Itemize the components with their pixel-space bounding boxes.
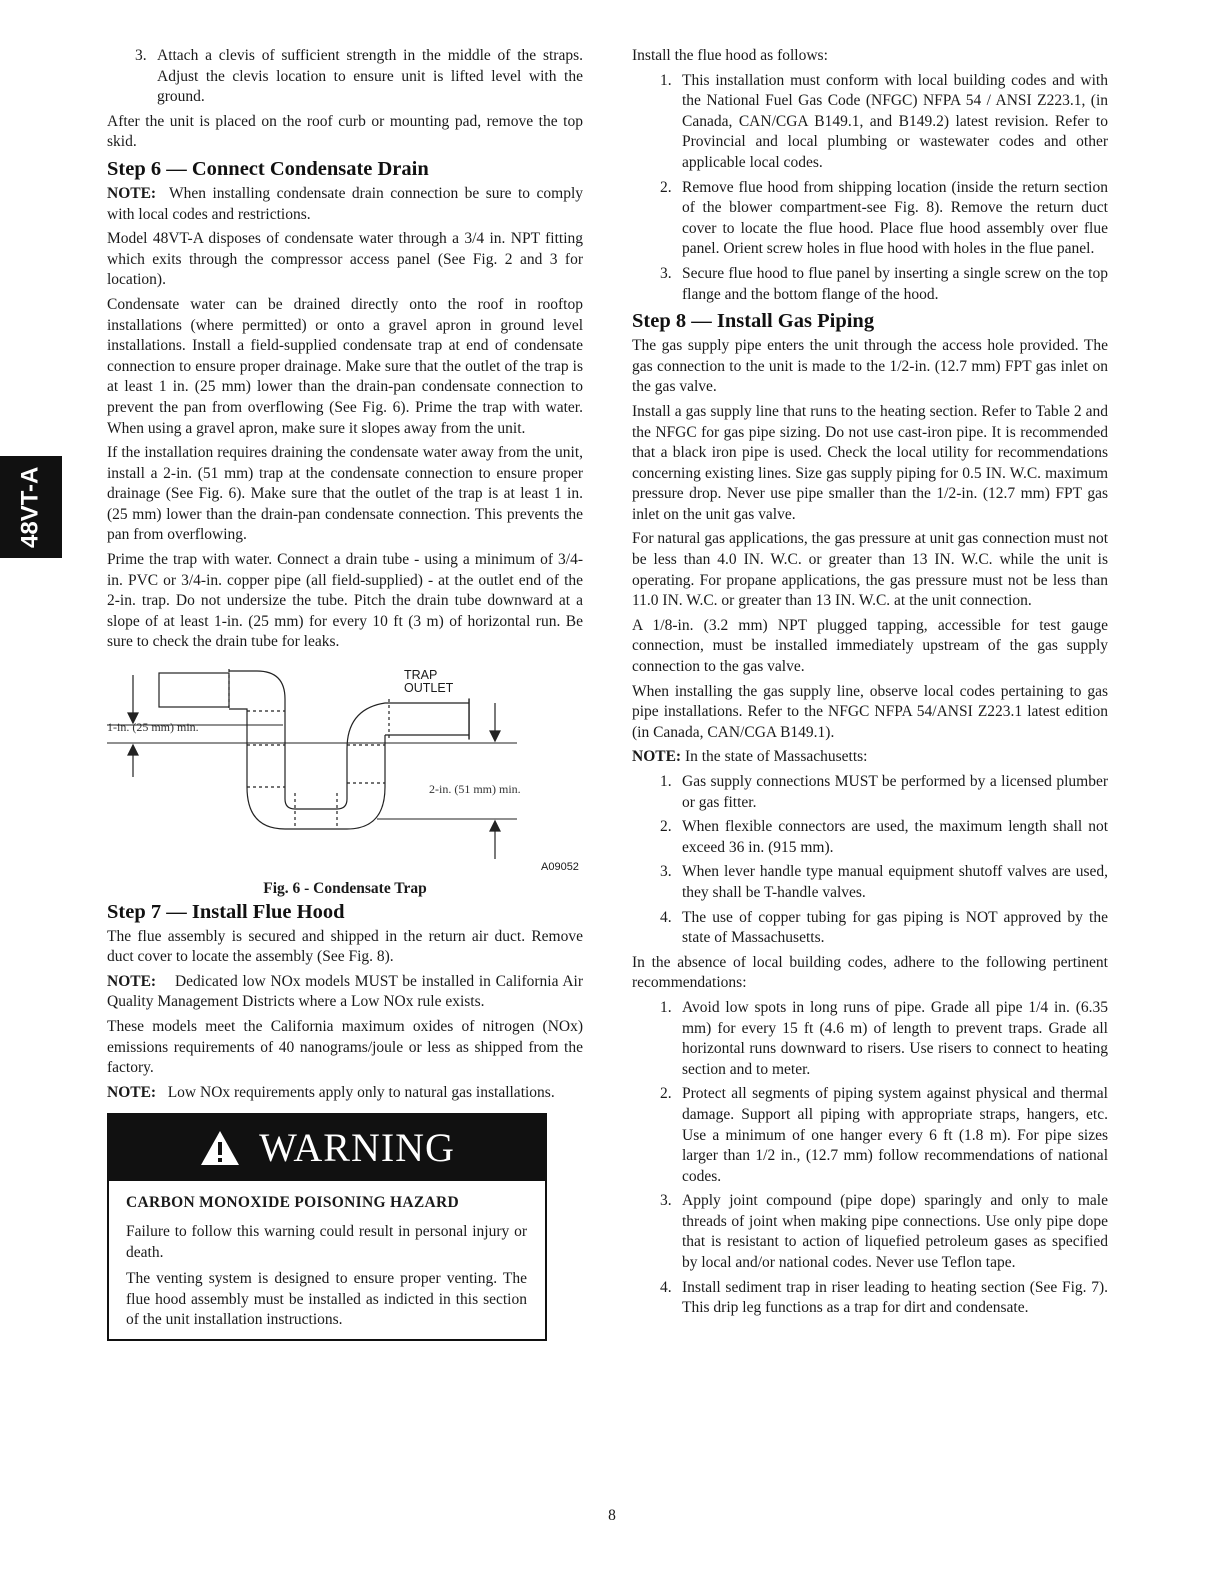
list-number: 3.: [660, 1192, 672, 1210]
dim-2in-label: 2-in. (51 mm) min.: [429, 782, 521, 797]
list-item: [632, 1191, 1108, 1273]
note: [107, 972, 583, 1013]
list-number: 2.: [660, 1085, 672, 1103]
trap-outlet-label: TRAP OUTLET: [404, 668, 454, 696]
list-number: 3.: [660, 863, 672, 881]
list-number: 2.: [660, 818, 672, 836]
list-item: [632, 1278, 1108, 1319]
side-tab: [0, 456, 62, 558]
paragraph: Condensate water can be drained directly onto the roof in rooftop installations (where permitted) or onto a gravel apron in ground level installations. Install a field-supplied condensate trap at end of condensate connection to ensure proper drainage. Make sure that the outlet of the trap is at least 1 in. (25 mm) lower than the drain-pan condensate connection to prevent the pan from overflowing (See Fig. 6). Prime the trap with water. When using a gravel apron, make sure it slopes away from the unit.: [107, 295, 583, 437]
paragraph: The gas supply pipe enters the unit through the access hole provided. The gas connection to the unit is made to the 1/2-in. (12.7 mm) FPT gas inlet on the gas valve.: [632, 337, 1108, 396]
side-tab-label: 48VT-A: [16, 466, 44, 548]
list-item: [632, 998, 1108, 1080]
paragraph: Install a gas supply line that runs to the heating section. Refer to Table 2 and the NFGC for gas pipe sizing. Do not use cast-iron pipe. It is recommended that a black iron pipe is used. Check the local utility for recommendations concerning existing lines. Size gas supply piping for 0.5 IN. W.C. maximum pressure drop. Never use pipe smaller than the 1/2-in. (12.7 mm) FPT gas inlet on the unit gas valve.: [632, 402, 1108, 523]
warning-hazard-title: CARBON MONOXIDE POISONING HAZARD: [126, 1194, 459, 1212]
page-number: 8: [608, 1507, 616, 1524]
list-item: [632, 817, 1108, 858]
figure-code: A09052: [541, 861, 579, 874]
list-item: [632, 1084, 1108, 1187]
list-text: Gas supply connections MUST be performed by a licensed plumber or gas fitter.: [682, 773, 1108, 811]
warning-box: [107, 1113, 547, 1341]
paragraph: Failure to follow this warning could result in personal injury or death.: [126, 1222, 527, 1261]
drain-connection-pipe: [159, 673, 229, 707]
note-label: NOTE:: [632, 748, 682, 766]
note: [107, 184, 583, 225]
list-item: [632, 264, 1108, 305]
left-elbow-outer: [229, 671, 285, 787]
figure-caption: Fig. 6 - Condensate Trap: [263, 880, 427, 898]
list-text: When flexible connectors are used, the maximum length shall not exceed 36 in. (915 mm).: [682, 818, 1108, 856]
paragraph: Prime the trap with water. Connect a drain tube - using a minimum of 3/4-in. PVC or 3/4-in. copper pipe (all field-supplied) - at the outlet end of the 2-in. trap. Do not undersize the tube. Pitch the drain tube downward at a slope of at least 1-in. (25 mm) for every 10 ft (3 m) of horizontal run. Be sure to check the drain tube for leaks.: [107, 551, 583, 651]
list-number: 1.: [660, 998, 672, 1016]
list-item: [632, 71, 1108, 174]
list-text: The use of copper tubing for gas piping is NOT approved by the state of Massachusetts.: [682, 908, 1108, 947]
list-text: Apply joint compound (pipe dope) sparingly and only to male threads of joint when making pipe connections. Use only pipe dope that is resistant to action of liquefied petroleum gases as specified by local and/or national codes. Never use Teflon tape.: [682, 1192, 1108, 1272]
recommendations-list: [632, 998, 1108, 1319]
list-text: Install sediment trap in riser leading to heating section (See Fig. 7). This drip leg functions as a trap for dirt and condensate.: [682, 1278, 1108, 1317]
list-number: 3.: [660, 264, 672, 282]
step8-heading: Step 8 — Install Gas Piping: [632, 310, 875, 333]
dim-arrowhead: [490, 731, 500, 741]
list-text: Attach a clevis of sufficient strength in the middle of the straps. Adjust the clevis location to ensure unit is lifted level with the ground.: [157, 47, 583, 106]
left-column: [107, 46, 583, 1341]
list-number: 3.: [135, 47, 147, 64]
list-item: [632, 178, 1108, 260]
warning-title: WARNING: [259, 1125, 455, 1171]
paragraph: When installing the gas supply line, observe local codes pertaining to gas pipe installations. Refer to the NFGC NFPA 54/ANSI Z223.1 latest edition (in Canada, CAN/CGA B149.1).: [632, 682, 1108, 741]
list-number: 1.: [660, 773, 672, 790]
outlet-top: [347, 703, 469, 749]
right-column: [632, 46, 1108, 1323]
paragraph: Install the flue hood as follows:: [632, 47, 828, 64]
massachusetts-list: [632, 772, 1108, 949]
list-item: [632, 772, 1108, 813]
note-label: NOTE:: [107, 972, 157, 990]
warning-body: [109, 1181, 545, 1339]
dim-arrowhead: [128, 745, 138, 755]
warning-triangle-icon: [199, 1129, 241, 1167]
list-text: This installation must conform with local building codes and with the National Fuel Gas Code (NFGC) NFPA 54 / ANSI Z223.1, (in Canada, CAN/CGA B149.1, and B149.2) latest revision. Refer to Provincial and local plumbing or wastewater codes and other applicable local codes.: [682, 71, 1108, 171]
list-item: [632, 862, 1108, 903]
paragraph: In the absence of local building codes, adhere to the following pertinent recommendations:: [632, 953, 1108, 992]
trap-u-outer: [247, 787, 385, 829]
paragraph: A 1/8-in. (3.2 mm) NPT plugged tapping, accessible for test gauge connection, must be installed immediately upstream of the gas supply connection to the gas valve.: [632, 616, 1108, 676]
list-number: 1.: [660, 71, 672, 89]
list-item: [107, 46, 583, 108]
list-text: Remove flue hood from shipping location (inside the return section of the blower compartment-see Fig. 8). Remove the return duct cover to locate the flue hood. Place flue hood assembly over flue panel. Orient screw holes in flue hood with holes in the flue panel.: [682, 178, 1108, 258]
list-number: 4.: [660, 908, 672, 926]
flue-hood-list: [632, 71, 1108, 306]
step6-heading: Step 6 — Connect Condensate Drain: [107, 157, 429, 180]
list-number: 4.: [660, 1278, 672, 1296]
note: [632, 747, 1108, 768]
note-text: Dedicated low NOx models MUST be installed in California Air Quality Management Districts where a Low NOx rule exists.: [107, 972, 583, 1011]
list-text: Protect all segments of piping system against physical and thermal damage. Support all piping with appropriate straps, hangers, etc. Use a minimum of one hanger every 6 ft (1.8 m). For pipe sizes larger than 1/2 in., (12.7 mm) follow recommendations of national codes.: [682, 1085, 1108, 1185]
condensate-trap-figure: [107, 659, 583, 879]
note-text: Low NOx requirements apply only to natural gas installations.: [167, 1083, 555, 1101]
condensate-trap-diagram: [107, 659, 583, 879]
paragraph: Model 48VT-A disposes of condensate water through a 3/4 in. NPT fitting which exits through the compressor access panel (See Fig. 2 and 3 for location).: [107, 230, 583, 289]
lifting-list: [107, 46, 583, 108]
paragraph: The flue assembly is secured and shipped in the return air duct. Remove duct cover to locate the assembly (See Fig. 8).: [107, 927, 583, 966]
note-text: In the state of Massachusetts:: [684, 748, 868, 766]
note-label: NOTE:: [107, 1083, 157, 1101]
paragraph: For natural gas applications, the gas pressure at unit gas connection must not be less than 4.0 IN. W.C. or greater than 13 IN. W.C. while the unit is operating. For propane applications, the gas pressure must not be less than 11.0 IN. W.C. or greater than 13 IN. W.C. at the unit connection.: [632, 530, 1108, 610]
step7-heading: Step 7 — Install Flue Hood: [107, 900, 345, 923]
note-label: NOTE:: [107, 184, 157, 202]
paragraph: The venting system is designed to ensure proper venting. The flue hood assembly must be installed as indicted in this section of the unit installation instructions.: [126, 1270, 527, 1329]
left-elbow-inner: [229, 709, 247, 787]
list-text: Avoid low spots in long runs of pipe. Grade all pipe 1/4 in. (6.35 mm) for every 15 ft (4.6 m) of length to prevent traps. Grade all horizontal runs downward to risers. Use risers to connect to heating section and to meter.: [682, 998, 1108, 1078]
paragraph: After the unit is placed on the roof curb or mounting pad, remove the top skid.: [107, 112, 583, 151]
trap-u-inner: [285, 749, 347, 809]
note: [107, 1083, 583, 1104]
list-text: When lever handle type manual equipment shutoff valves are used, they shall be T-handle valves.: [682, 863, 1108, 901]
paragraph: These models meet the California maximum oxides of nitrogen (NOx) emissions requirements of 40 nanograms/joule or less as shipped from the factory.: [107, 1018, 583, 1077]
note-text: When installing condensate drain connection be sure to comply with local codes and restrictions.: [107, 184, 583, 223]
dim-1in-label: 1-in. (25 mm) min.: [107, 720, 199, 735]
list-number: 2.: [660, 178, 672, 196]
list-text: Secure flue hood to flue panel by inserting a single screw on the top flange and the bottom flange of the hood.: [682, 264, 1108, 303]
list-item: [632, 908, 1108, 949]
warning-header: [109, 1115, 545, 1181]
paragraph: If the installation requires draining the condensate water away from the unit, install a 2-in. (51 mm) trap at the condensate connection to ensure proper drainage (See Fig. 6). Make sure that the outlet of the trap is at least 1 in. (25 mm) lower than the drain-pan condensate connection. This prevents the pan from overflowing.: [107, 444, 583, 544]
dim-arrowhead: [490, 821, 500, 831]
